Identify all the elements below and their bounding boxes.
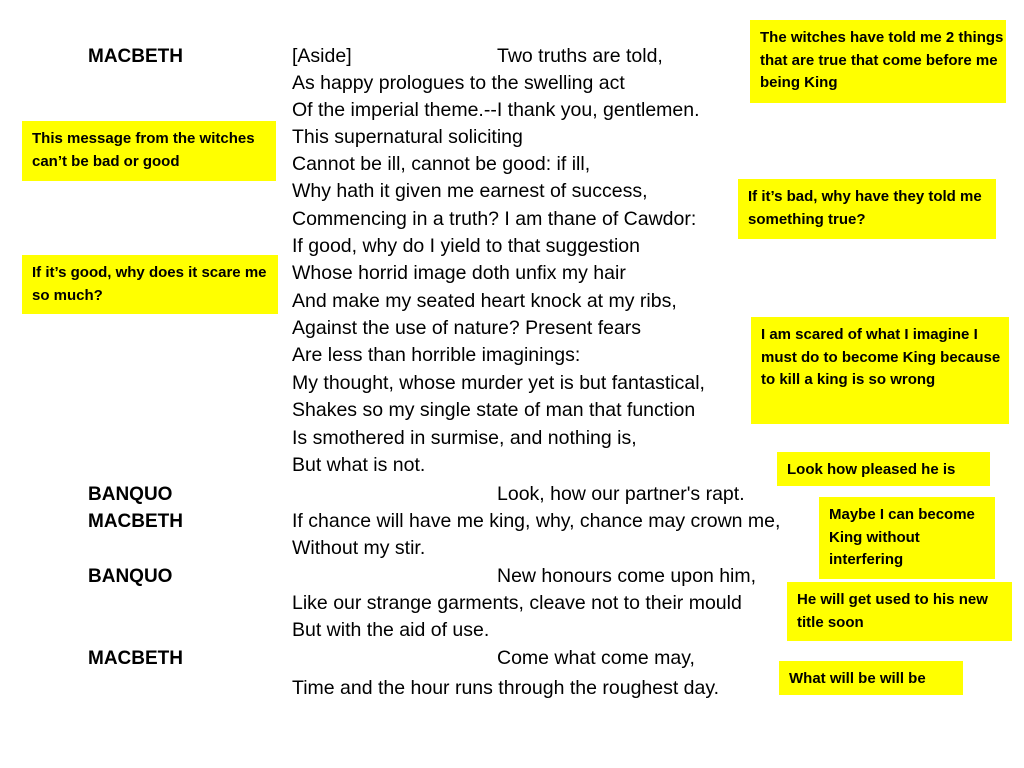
script-line: Like our strange garments, cleave not to their mould <box>292 592 742 614</box>
script-line: Of the imperial theme.--I thank you, gentlemen. <box>292 99 700 121</box>
script-line: Without my stir. <box>292 537 426 559</box>
script-line: But with the aid of use. <box>292 619 490 641</box>
script-line: Are less than horrible imaginings: <box>292 344 581 366</box>
script-line: My thought, whose murder yet is but fantastical, <box>292 372 705 394</box>
script-line: Whose horrid image doth unfix my hair <box>292 262 626 284</box>
annotation-note: Look how pleased he is <box>777 452 990 486</box>
script-line: New honours come upon him, <box>497 565 757 587</box>
script-line: Look, how our partner's rapt. <box>497 483 745 505</box>
script-line: Two truths are told, <box>497 45 663 67</box>
annotation-note: He will get used to his new title soon <box>787 582 1012 641</box>
annotation-note: If it’s bad, why have they told me something true? <box>738 179 996 239</box>
annotation-note: The witches have told me 2 things that are true that come before me being King <box>750 20 1006 103</box>
script-line: But what is not. <box>292 454 426 476</box>
script-line: This supernatural soliciting <box>292 126 523 148</box>
speaker-macbeth: MACBETH <box>88 511 183 532</box>
stage-direction-aside: [Aside] <box>292 45 352 67</box>
annotation-note: If it’s good, why does it scare me so much? <box>22 255 278 314</box>
annotation-note: What will be will be <box>779 661 963 695</box>
script-line: And make my seated heart knock at my ribs, <box>292 290 677 312</box>
script-line: Time and the hour runs through the roughest day. <box>292 677 720 699</box>
script-line: Against the use of nature? Present fears <box>292 317 642 339</box>
script-line: If chance will have me king, why, chance may crown me, <box>292 510 781 532</box>
speaker-banquo: BANQUO <box>88 566 173 587</box>
script-line: As happy prologues to the swelling act <box>292 72 625 94</box>
script-line: Come what come may, <box>497 647 695 669</box>
annotation-note: This message from the witches can’t be bad or good <box>22 121 276 181</box>
script-line: Commencing in a truth? I am thane of Cawdor: <box>292 208 697 230</box>
speaker-macbeth: MACBETH <box>88 648 183 669</box>
speaker-banquo: BANQUO <box>88 484 173 505</box>
script-line: If good, why do I yield to that suggestion <box>292 235 640 257</box>
script-line: Is smothered in surmise, and nothing is, <box>292 427 637 449</box>
script-line: Cannot be ill, cannot be good: if ill, <box>292 153 591 175</box>
script-line: Shakes so my single state of man that function <box>292 399 696 421</box>
annotation-note: Maybe I can become King without interfering <box>819 497 995 579</box>
annotation-note: I am scared of what I imagine I must do to become King because to kill a king is so wrong <box>751 317 1009 424</box>
speaker-macbeth: MACBETH <box>88 46 183 67</box>
script-line: Why hath it given me earnest of success, <box>292 180 648 202</box>
